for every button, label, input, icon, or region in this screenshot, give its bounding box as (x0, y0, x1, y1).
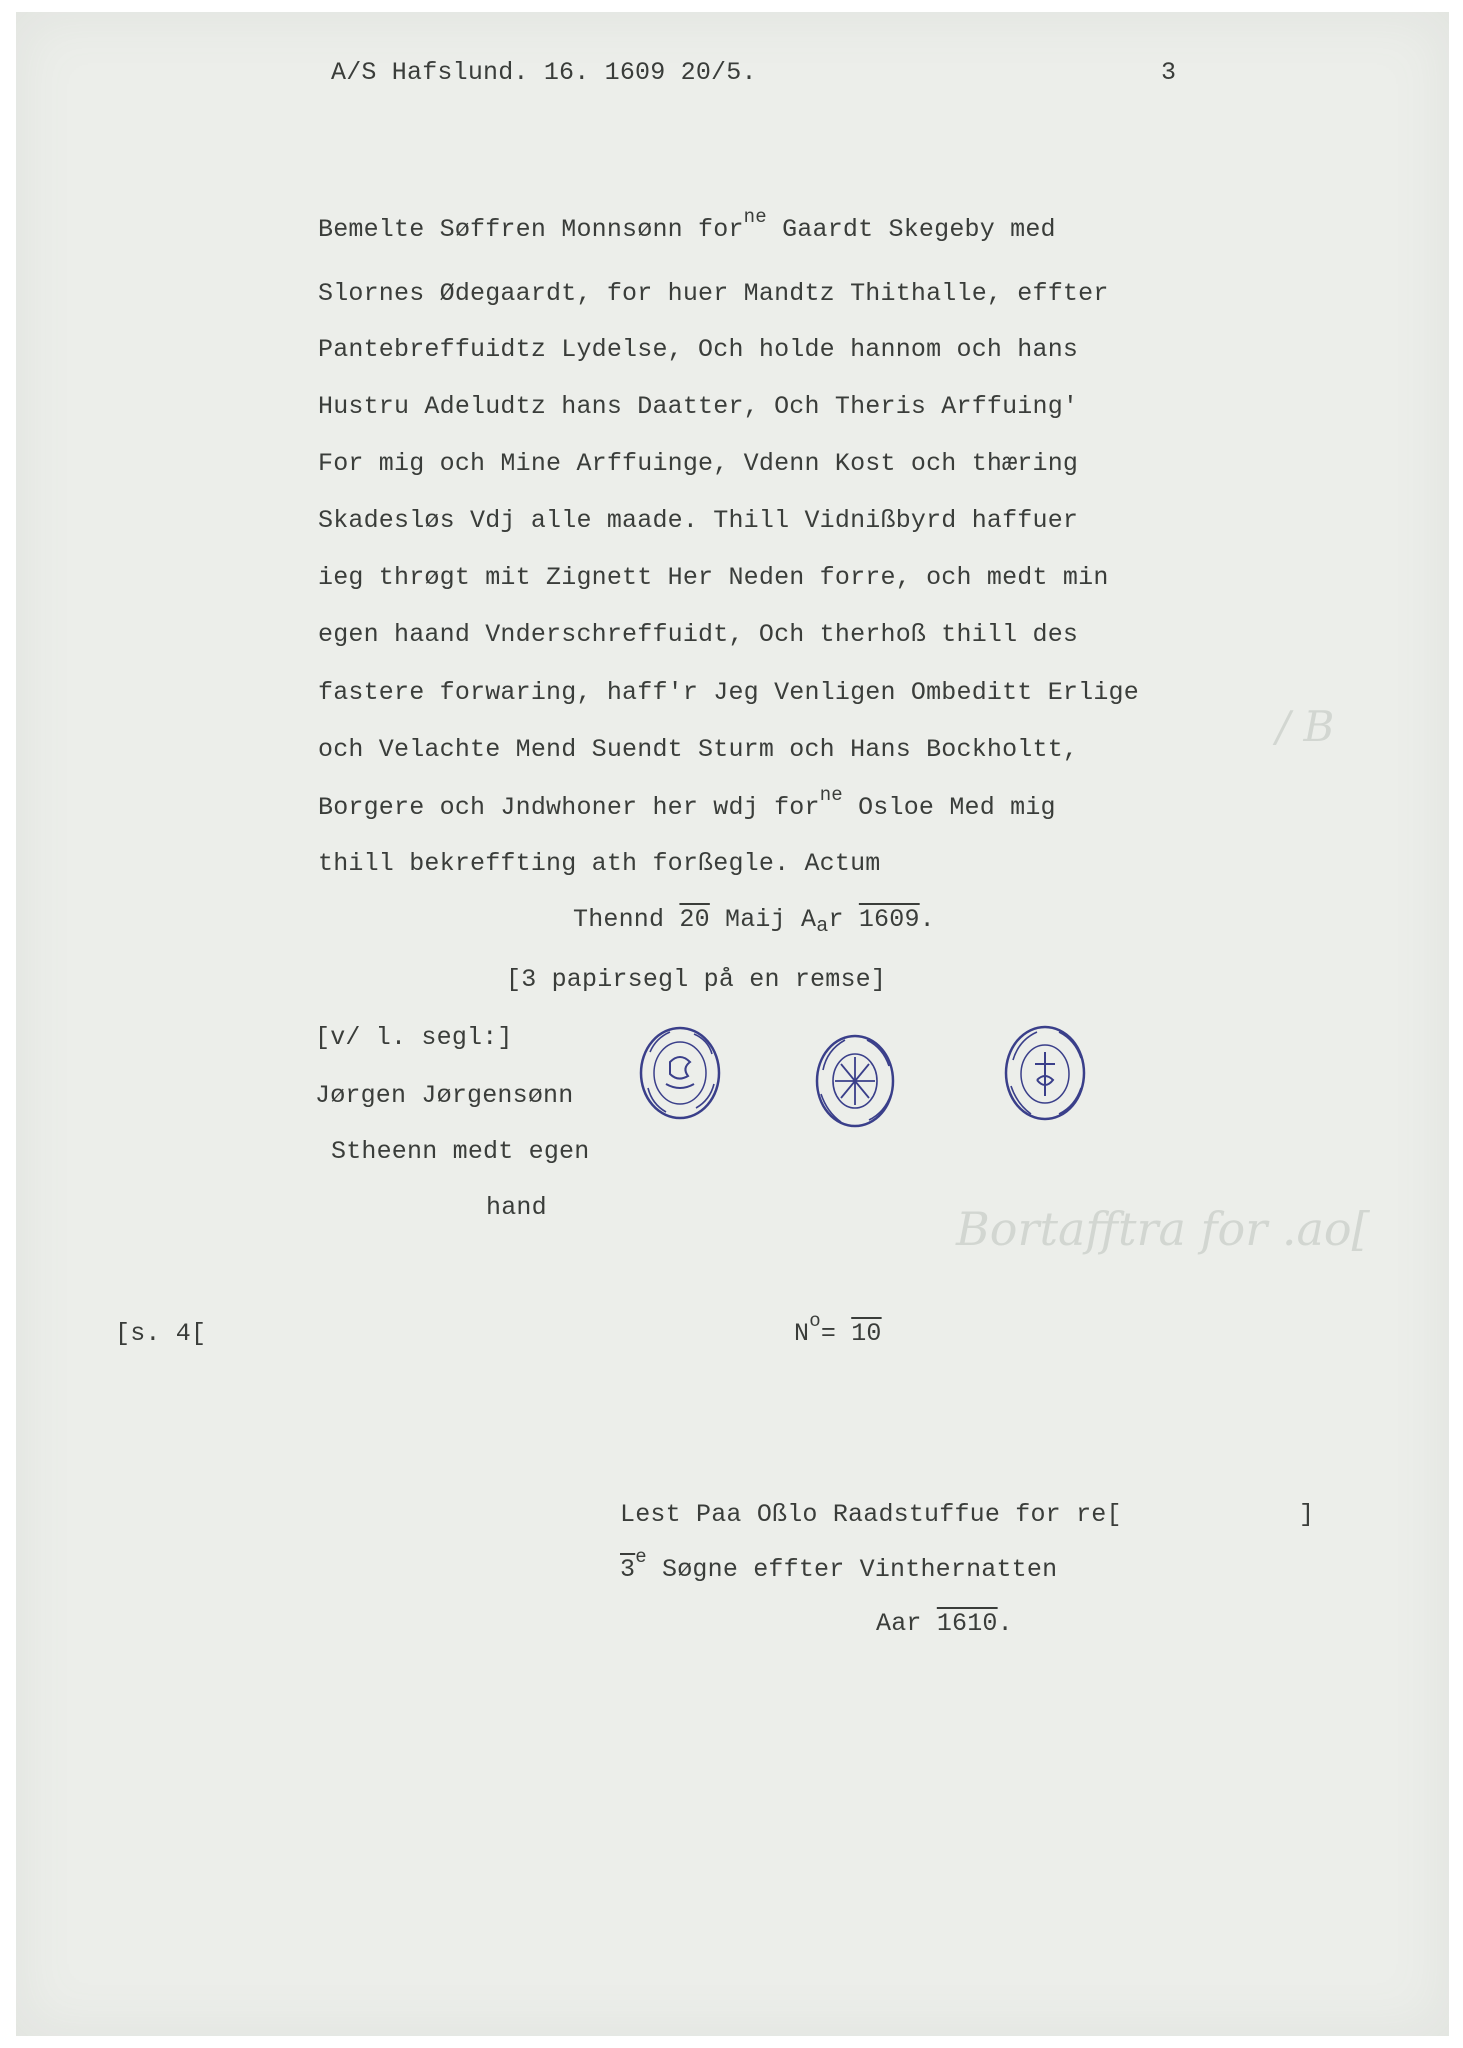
seal-jorgen (636, 1022, 724, 1124)
document-number: $N^o= 10$ (794, 1310, 882, 1348)
body-line-12: thill bekreffting ath forßegle. Actum (318, 849, 881, 878)
seal-sturm (811, 1030, 899, 1132)
signature-label: [v/ l. segl:] (315, 1023, 513, 1052)
body-line-9: fastere forwaring, haff'r Jeg Venligen Ombeditt Erlige (318, 678, 1139, 707)
body-line-10: och Velachte Mend Suendt Sturm och Hans Bockholtt, (318, 735, 1079, 764)
seal-cross-icon (1001, 1022, 1089, 1124)
endorsement-line-3: Aar 1610. (876, 1609, 1013, 1638)
seal-note: [3 papirsegl på en remse] (506, 965, 887, 994)
body-line-1: Bemelte Søffren Monnsønn for$^{ne}$ Gaardt Skegeby med (318, 206, 1056, 244)
seal-star-icon (811, 1030, 899, 1132)
seal-mark-icon (636, 1022, 724, 1124)
bleed-through-handwriting: Bortafftra for .ao[ (956, 1202, 1370, 1256)
seal-bockholt (1001, 1022, 1089, 1124)
page-marker: [s. 4[ (115, 1319, 207, 1348)
body-line-7: ieg thrøgt mit Zignett Her Neden forre, och medt min (318, 563, 1109, 592)
endorsement-line-1: Lest Paa Oßlo Raadstuffue for re[ (620, 1500, 1122, 1529)
body-line-4: Hustru Adeludtz hans Daatter, Och Theris Arffuing' (318, 392, 1079, 421)
document-page (16, 12, 1449, 2036)
endorsement-bracket: ] (1299, 1500, 1315, 1529)
page-number: 3 (1161, 58, 1177, 87)
body-line-3: Pantebreffuidtz Lydelse, Och holde hannom och hans (318, 335, 1079, 364)
endorsement-line-2: 3e Søgne effter Vinthernatten (620, 1546, 1058, 1584)
body-line-11: Borgere och Jndwhoner her wdj for$^{ne}$ Osloe Med mig (318, 784, 1056, 822)
body-line-5: For mig och Mine Arffuinge, Vdenn Kost och thæring (318, 449, 1079, 478)
header-title: A/S Hafslund. 16. 1609 20/5. (331, 58, 757, 87)
body-line-8: egen haand Vnderschreffuidt, Och therhoß thill des (318, 620, 1079, 649)
body-line-6: Skadesløs Vdj alle maade. Thill Vidnißbyrd haffuer (318, 506, 1079, 535)
signature-name: Jørgen Jørgensønn (315, 1081, 574, 1110)
body-line-2: Slornes Ødegaardt, for huer Mandtz Thithalle, effter (318, 279, 1109, 308)
date-line: Thennd 20 Maij $A_ar$ 1609. (573, 905, 935, 938)
signature-line-2: Stheenn medt egen (331, 1137, 590, 1166)
signature-line-3: hand (486, 1193, 547, 1222)
bleed-through-mark: / B (1276, 702, 1335, 751)
